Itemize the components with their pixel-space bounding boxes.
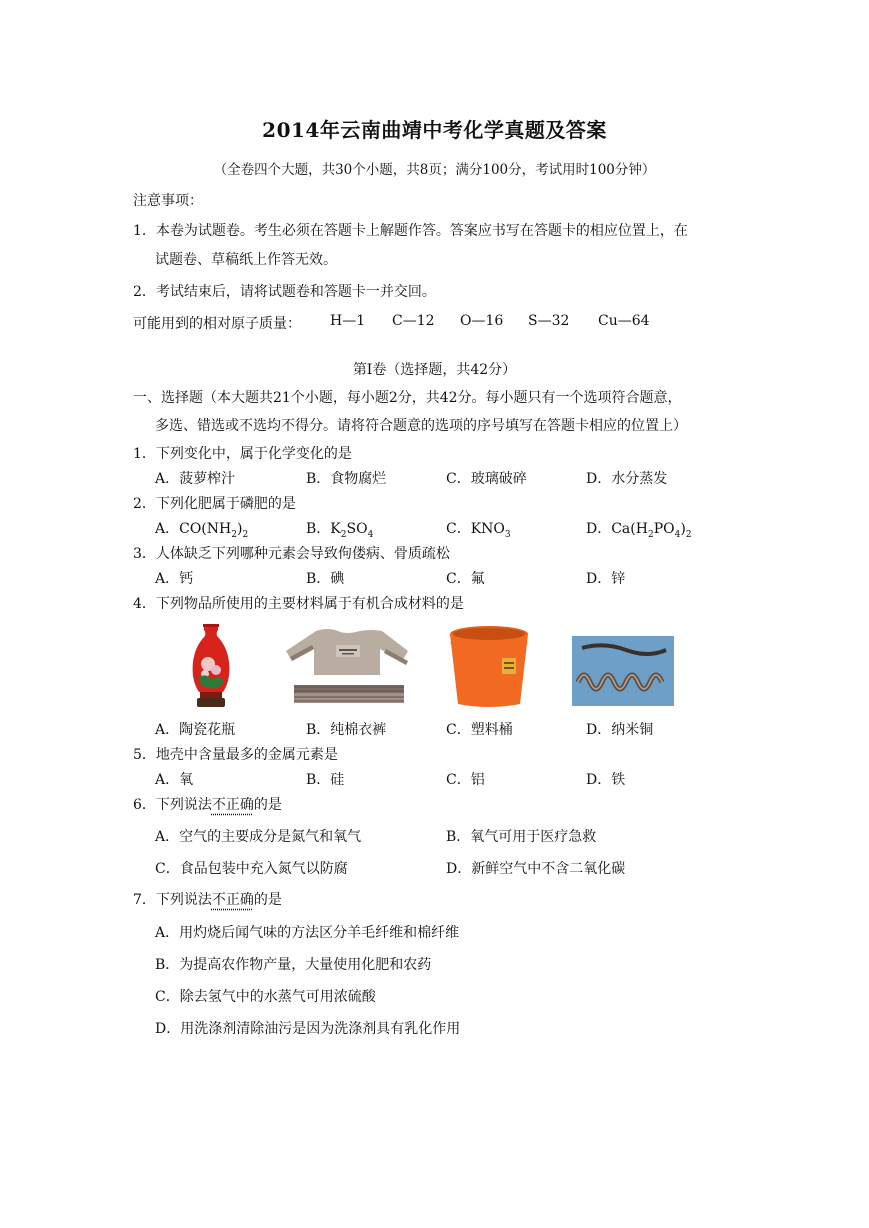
notice-item-2: 2．考试结束后，请将试题卷和答题卡一并交回。 [133, 284, 436, 300]
q7-option-c: C．除去氢气中的水蒸气可用浓硫酸 [155, 989, 376, 1005]
q2-stem: 2．下列化肥属于磷肥的是 [133, 496, 296, 512]
q4-option-a: A．陶瓷花瓶 [155, 722, 236, 738]
nano-copper-image [572, 636, 674, 706]
q6-option-a: A．空气的主要成分是氮气和氧气 [155, 829, 362, 845]
q4-option-d: D．纳米铜 [586, 722, 654, 738]
atomic-mass-h: H—1 [330, 313, 366, 329]
q1-option-c: C．玻璃破碎 [446, 471, 527, 487]
q1-stem: 1．下列变化中，属于化学变化的是 [133, 446, 352, 462]
q4-stem: 4．下列物品所使用的主要材料属于有机合成材料的是 [133, 596, 464, 612]
q2-option-b: B．$K_2SO_4$ [306, 521, 374, 540]
q6-option-b: B．氧气可用于医疗急救 [446, 829, 597, 845]
atomic-mass-c: C—12 [392, 313, 435, 329]
q6-stem: 6．下列说法不正确的是 [133, 797, 282, 813]
vase-image [188, 622, 234, 710]
part1-heading: 第Ⅰ卷（选择题，共42分） [352, 362, 517, 378]
q3-option-a: A．钙 [155, 571, 194, 587]
q7-stem: 7．下列说法不正确的是 [133, 892, 282, 908]
q4-option-b: B．纯棉衣裤 [306, 722, 387, 738]
atomic-mass-label: 可能用到的相对原子质量： [133, 316, 301, 332]
q2-option-d: D．$Ca(H_2PO_4)_2$ [586, 521, 692, 540]
atomic-mass-o: O—16 [460, 313, 504, 329]
exam-subtitle: （全卷四个大题，共30个小题，共8页；满分100分，考试用时100分钟） [213, 162, 656, 178]
atomic-mass-cu: Cu—64 [598, 313, 650, 329]
q1-option-d: D．水分蒸发 [586, 471, 668, 487]
notice-item-1-cont: 试题卷、草稿纸上作答无效。 [155, 252, 337, 268]
plastic-bucket-image [444, 620, 534, 710]
q5-stem: 5．地壳中含量最多的金属元素是 [133, 747, 338, 763]
q1-option-a: A．菠萝榨汁 [155, 471, 236, 487]
q2-option-a: A．$CO(NH_2)_2$ [155, 521, 249, 540]
notice-item-1: 1．本卷为试题卷。考生必须在答题卡上解题作答。答案应书写在答题卡的相应位置上，在 [133, 223, 688, 239]
q5-option-a: A．氧 [155, 772, 194, 788]
section1-instructions-cont: 多选、错选或不选均不得分。请将符合题意的选项的序号填写在答题卡相应的位置上） [155, 418, 687, 434]
q3-option-c: C．氟 [446, 571, 485, 587]
q6-emphasis: 不正确 [211, 797, 254, 813]
q6-option-c: C．食品包装中充入氮气以防腐 [155, 861, 348, 877]
q6-option-d: D．新鲜空气中不含二氧化碳 [446, 861, 626, 877]
q2-option-c: C．$KNO_3$ [446, 521, 511, 540]
q5-option-c: C．铝 [446, 772, 485, 788]
q1-option-b: B．食物腐烂 [306, 471, 387, 487]
q3-stem: 3．人体缺乏下列哪种元素会导致佝偻病、骨质疏松 [133, 546, 450, 562]
q4-option-c: C．塑料桶 [446, 722, 513, 738]
q7-option-b: B．为提高农作物产量，大量使用化肥和农药 [155, 957, 432, 973]
section1-instructions: 一、选择题（本大题共21个小题，每小题2分，共42分。每小题只有一个选项符合题意， [133, 390, 682, 406]
cotton-clothes-image [286, 625, 412, 707]
q3-option-b: B．碘 [306, 571, 345, 587]
q7-option-d: D．用洗涤剂清除油污是因为洗涤剂具有乳化作用 [155, 1021, 461, 1037]
q5-option-b: B．硅 [306, 772, 345, 788]
q3-option-d: D．锌 [586, 571, 626, 587]
notice-heading: 注意事项： [133, 193, 203, 209]
q7-option-a: A．用灼烧后闻气味的方法区分羊毛纤维和棉纤维 [155, 925, 460, 941]
q5-option-d: D．铁 [586, 772, 626, 788]
atomic-mass-s: S—32 [528, 313, 570, 329]
q7-emphasis: 不正确 [211, 892, 254, 908]
page-title: 2014年云南曲靖中考化学真题及答案 [262, 118, 607, 142]
